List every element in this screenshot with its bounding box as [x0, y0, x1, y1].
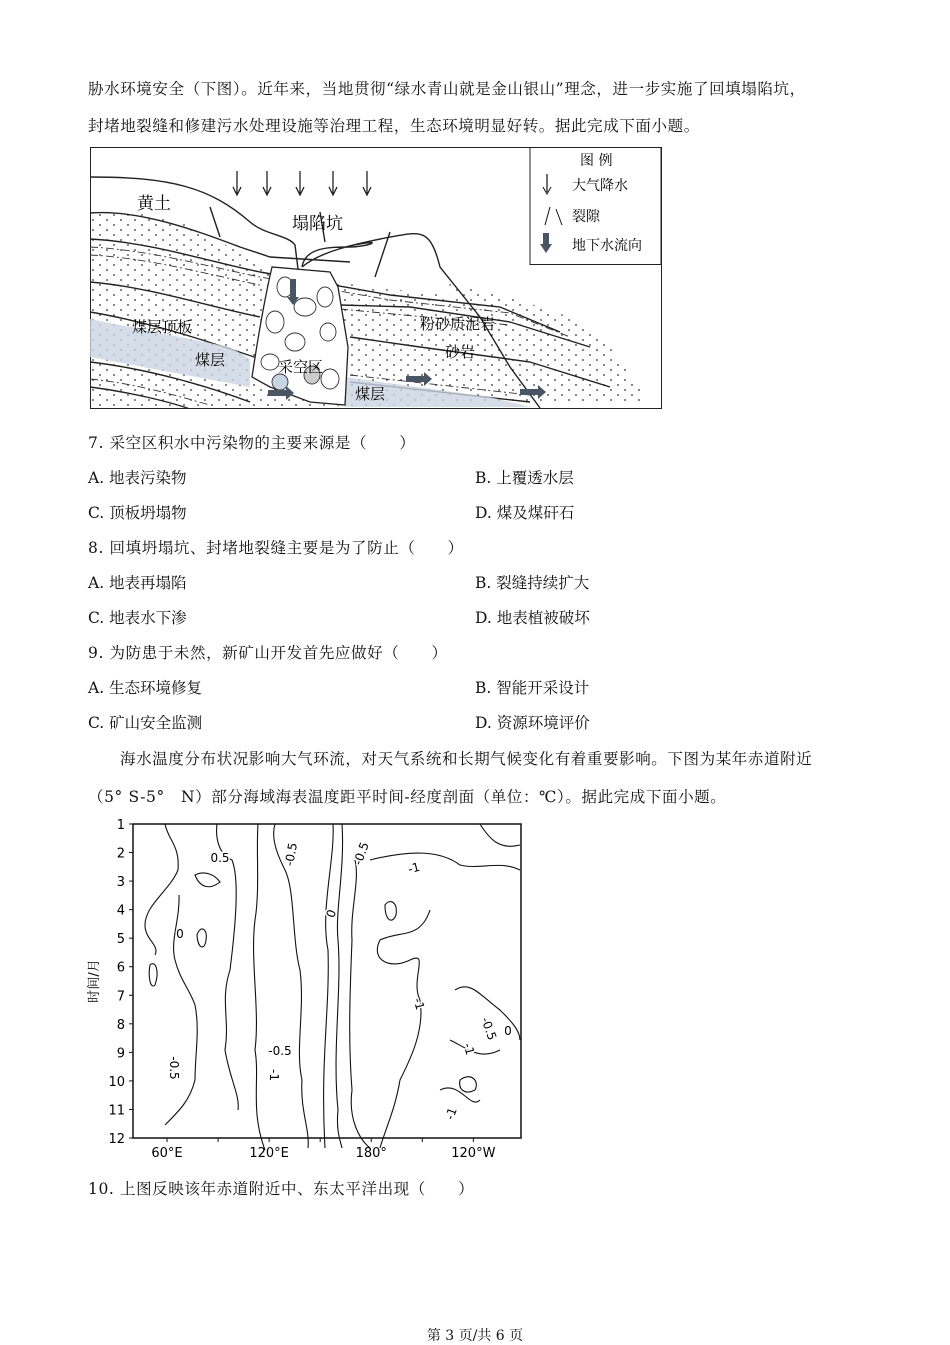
sst-anomaly-contour-chart: [80, 810, 530, 1170]
q8-option-c: C. 地表水下渗: [88, 609, 187, 627]
q9-option-b: B. 智能开采设计: [475, 679, 590, 697]
q9-option-c: C. 矿山安全监测: [88, 714, 203, 732]
contour-label: 0.5: [210, 851, 230, 865]
y-axis-label: 时间/月: [87, 959, 102, 1003]
label-coal-seam: 煤层: [195, 351, 226, 369]
contour-label: -0.5: [350, 840, 372, 868]
q7-option-b: B. 上覆透水层: [475, 469, 574, 487]
q9-option-d: D. 资源环境评价: [475, 714, 590, 732]
y-tick-label: 10: [108, 1074, 125, 1090]
contour-label: -0.5: [167, 1056, 181, 1080]
x-tick-label: 60°E: [151, 1146, 183, 1161]
contour-label: -1: [460, 1041, 478, 1057]
page-footer: 第 3 页/共 6 页: [426, 1328, 524, 1344]
question-8-stem: 8. 回填坍塌坑、封堵地裂缝主要是为了防止（ ）: [88, 539, 464, 557]
contour-label: -1: [267, 1069, 281, 1081]
contour-lines: [145, 824, 520, 1150]
q8-option-d: D. 地表植被破坏: [475, 609, 590, 627]
contour-label: -1: [406, 859, 422, 877]
x-tick-label: 120°E: [249, 1146, 289, 1161]
question-9-stem: 9. 为防患于未然，新矿山开发首先应做好（ ）: [88, 644, 448, 662]
label-loess: 黄土: [137, 194, 171, 214]
intro-line-1: 胁水环境安全（下图）。近年来，当地贯彻“绿水青山就是金山银山”理念，进一步实施了回填塌陷坑，: [88, 80, 806, 98]
y-tick-label: 6: [116, 960, 125, 976]
y-tick-label: 1: [116, 818, 125, 833]
label-silty-mudstone: 粉砂质泥岩: [420, 315, 496, 333]
q7-option-c: C. 顶板坍塌物: [88, 504, 187, 522]
mining-geology-diagram: [90, 147, 662, 409]
y-tick-label: 12: [108, 1132, 125, 1147]
contour-label: 0: [323, 907, 340, 920]
label-goaf: 采空区: [278, 358, 324, 376]
intro-line-2: 封堵地裂缝和修建污水处理设施等治理工程，生态环境明显好转。据此完成下面小题。: [88, 117, 700, 135]
legend-precipitation: 大气降水: [572, 178, 628, 194]
passage-2-line-1: 海水温度分布状况影响大气环流，对天气系统和长期气候变化有着重要影响。下图为某年赤道附近: [120, 750, 813, 768]
y-tick-label: 5: [116, 932, 125, 948]
contour-label: -1: [442, 1105, 460, 1122]
q7-option-a: A. 地表污染物: [88, 469, 187, 487]
label-coal-seam: 煤层: [355, 385, 386, 403]
y-tick-label: 9: [116, 1046, 125, 1062]
q8-option-b: B. 裂缝持续扩大: [475, 574, 590, 592]
contour-label: -0.5: [282, 841, 300, 868]
x-tick-label: 120°W: [451, 1146, 496, 1161]
contour-label: -0.5: [268, 1044, 292, 1058]
y-tick-label: 8: [116, 1017, 125, 1033]
contour-label: -1: [410, 996, 428, 1012]
legend: [530, 148, 661, 265]
label-coal-roof: 煤层顶板: [132, 318, 193, 336]
y-tick-label: 4: [116, 903, 125, 919]
q9-option-a: A. 生态环境修复: [88, 679, 203, 697]
legend-title: 图 例: [580, 153, 613, 169]
label-sinkhole: 塌陷坑: [292, 214, 343, 234]
label-sandstone: 砂岩: [445, 343, 476, 361]
contour-label: -0.5: [478, 1015, 500, 1043]
y-tick-label: 11: [108, 1103, 125, 1119]
y-tick-label: 3: [116, 875, 125, 891]
y-tick-label: 2: [116, 846, 125, 862]
legend-groundwater: 地下水流向: [572, 238, 642, 254]
question-7-stem: 7. 采空区积水中污染物的主要来源是（ ）: [88, 434, 416, 452]
legend-fissure: 裂隙: [572, 209, 600, 225]
contour-label: 0: [176, 927, 184, 941]
q7-option-d: D. 煤及煤矸石: [475, 504, 575, 522]
x-tick-label: 180°: [355, 1146, 387, 1161]
contour-label: 0: [504, 1024, 512, 1038]
question-10-stem: 10. 上图反映该年赤道附近中、东太平洋出现（ ）: [88, 1180, 475, 1198]
q8-option-a: A. 地表再塌陷: [88, 574, 187, 592]
passage-2-line-2: （5° S-5° N）部分海域海表温度距平时间-经度剖面（单位：℃）。据此完成下面小题。: [88, 788, 727, 806]
y-tick-label: 7: [116, 989, 125, 1005]
